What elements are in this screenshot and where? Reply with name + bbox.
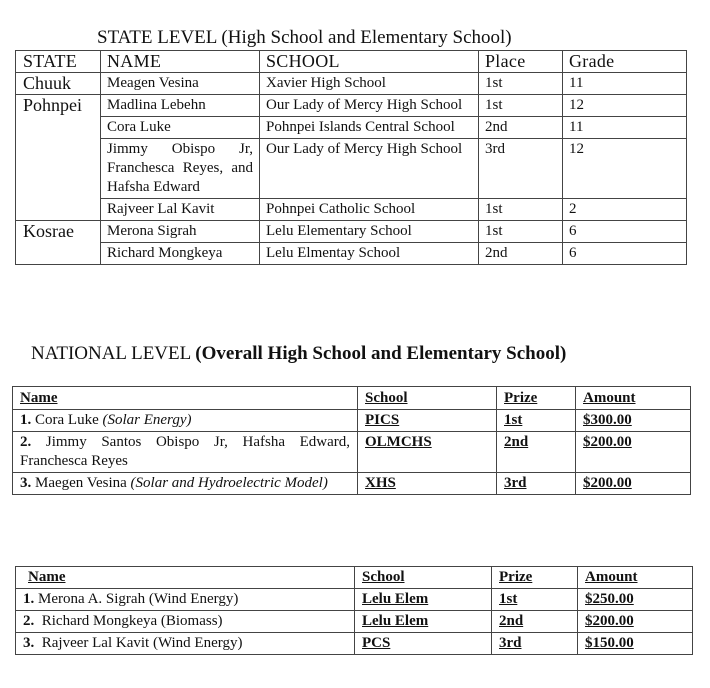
name-cell (16, 633, 355, 655)
grade-cell: 6 (563, 243, 687, 265)
table-header-row (13, 387, 691, 410)
table-row (13, 473, 691, 495)
prize-cell: 2nd (492, 611, 578, 633)
name-cell (16, 611, 355, 633)
place-cell: 1st (479, 199, 563, 221)
state-cell: Chuuk (16, 73, 101, 95)
header-place: Place (479, 51, 563, 73)
place-cell: 3rd (479, 139, 563, 199)
name-cell (13, 473, 358, 495)
place-cell: 1st (479, 95, 563, 117)
place-cell: 2nd (479, 117, 563, 139)
prize-cell: 1st (492, 589, 578, 611)
name-cell (13, 432, 358, 473)
amount-cell: $200.00 (578, 611, 693, 633)
state-cell (16, 117, 101, 139)
state-level-title: STATE LEVEL (High School and Elementary School) (97, 27, 512, 48)
prize-cell: 2nd (497, 432, 576, 473)
table-row (16, 589, 693, 611)
rank-number: 3. (20, 475, 32, 491)
school-cell: Lelu Elem (355, 611, 492, 633)
state-cell: Kosrae (16, 221, 101, 243)
prize-cell: 1st (497, 410, 576, 432)
school-cell: PCS (355, 633, 492, 655)
name-cell (16, 589, 355, 611)
school-cell: Our Lady of Mercy High School (260, 95, 479, 117)
school-cell: Lelu Elmentay School (260, 243, 479, 265)
name-cell: Cora Luke (101, 117, 260, 139)
grade-cell: 6 (563, 221, 687, 243)
header-prize: Prize (492, 567, 578, 589)
amount-cell: $200.00 (576, 432, 691, 473)
rank-number: 1. (23, 591, 35, 607)
header-prize: Prize (497, 387, 576, 410)
place-cell: 2nd (479, 243, 563, 265)
rank-number: 2. (23, 613, 35, 629)
header-school: SCHOOL (260, 51, 479, 73)
table-row (16, 139, 687, 199)
school-cell: Pohnpei Catholic School (260, 199, 479, 221)
grade-cell: 11 (563, 117, 687, 139)
table-header-row (16, 51, 687, 73)
name-cell: Merona Sigrah (101, 221, 260, 243)
name-cell (13, 410, 358, 432)
rank-number: 2. (20, 434, 32, 450)
place-cell: 1st (479, 73, 563, 95)
school-cell: Lelu Elementary School (260, 221, 479, 243)
school-cell: PICS (358, 410, 497, 432)
project-topic: (Solar and Hydroelectric Model) (130, 475, 328, 491)
grade-cell: 2 (563, 199, 687, 221)
header-state: STATE (16, 51, 101, 73)
school-cell: Lelu Elem (355, 589, 492, 611)
project-topic: (Solar Energy) (102, 412, 192, 428)
name-cell: Madlina Lebehn (101, 95, 260, 117)
state-level-table (15, 50, 687, 265)
table-header-row (16, 567, 693, 589)
state-cell: Pohnpei (16, 95, 101, 117)
name-cell: Rajveer Lal Kavit (101, 199, 260, 221)
prize-cell: 3rd (492, 633, 578, 655)
grade-cell: 11 (563, 73, 687, 95)
table-row (13, 432, 691, 473)
table-row (16, 73, 687, 95)
name-cell: Jimmy Obispo Jr, Franchesca Reyes, and Hafsha Edward (101, 139, 260, 199)
header-school: School (358, 387, 497, 410)
amount-cell: $150.00 (578, 633, 693, 655)
amount-cell: $300.00 (576, 410, 691, 432)
winner-name: Cora Luke (35, 412, 99, 428)
table-row (16, 633, 693, 655)
header-name: NAME (101, 51, 260, 73)
school-cell: Pohnpei Islands Central School (260, 117, 479, 139)
school-cell: Xavier High School (260, 73, 479, 95)
state-cell (16, 199, 101, 221)
header-school: School (355, 567, 492, 589)
table-row (16, 611, 693, 633)
amount-cell: $200.00 (576, 473, 691, 495)
name-cell: Richard Mongkeya (101, 243, 260, 265)
winner-name: Merona A. Sigrah (Wind Energy) (38, 591, 239, 607)
national-title-normal: NATIONAL LEVEL (31, 343, 196, 364)
winner-name: Maegen Vesina (35, 475, 127, 491)
header-amount: Amount (576, 387, 691, 410)
table-row (16, 117, 687, 139)
state-cell (16, 139, 101, 199)
table-row (16, 95, 687, 117)
winner-name: Rajveer Lal Kavit (Wind Energy) (41, 635, 243, 651)
rank-number: 3. (23, 635, 35, 651)
table-row (16, 243, 687, 265)
amount-cell: $250.00 (578, 589, 693, 611)
place-cell: 1st (479, 221, 563, 243)
prize-cell: 3rd (497, 473, 576, 495)
winner-name: Jimmy Santos Obispo Jr, Hafsha Edward, Franchesca Reyes (20, 434, 351, 469)
header-name: Name (16, 567, 355, 589)
national-level-title (31, 343, 566, 365)
grade-cell: 12 (563, 95, 687, 117)
state-cell (16, 243, 101, 265)
school-cell: Our Lady of Mercy High School (260, 139, 479, 199)
table-row (16, 199, 687, 221)
grade-cell: 12 (563, 139, 687, 199)
table-row (13, 410, 691, 432)
name-cell: Meagen Vesina (101, 73, 260, 95)
header-amount: Amount (578, 567, 693, 589)
national-title-bold: (Overall High School and Elementary School) (195, 343, 567, 364)
table-row (16, 221, 687, 243)
winner-name: Richard Mongkeya (Biomass) (41, 613, 223, 629)
header-grade: Grade (563, 51, 687, 73)
school-cell: OLMCHS (358, 432, 497, 473)
header-name: Name (13, 387, 358, 410)
school-cell: XHS (358, 473, 497, 495)
national-high-school-table (12, 386, 691, 495)
rank-number: 1. (20, 412, 32, 428)
national-elementary-table (15, 566, 693, 655)
